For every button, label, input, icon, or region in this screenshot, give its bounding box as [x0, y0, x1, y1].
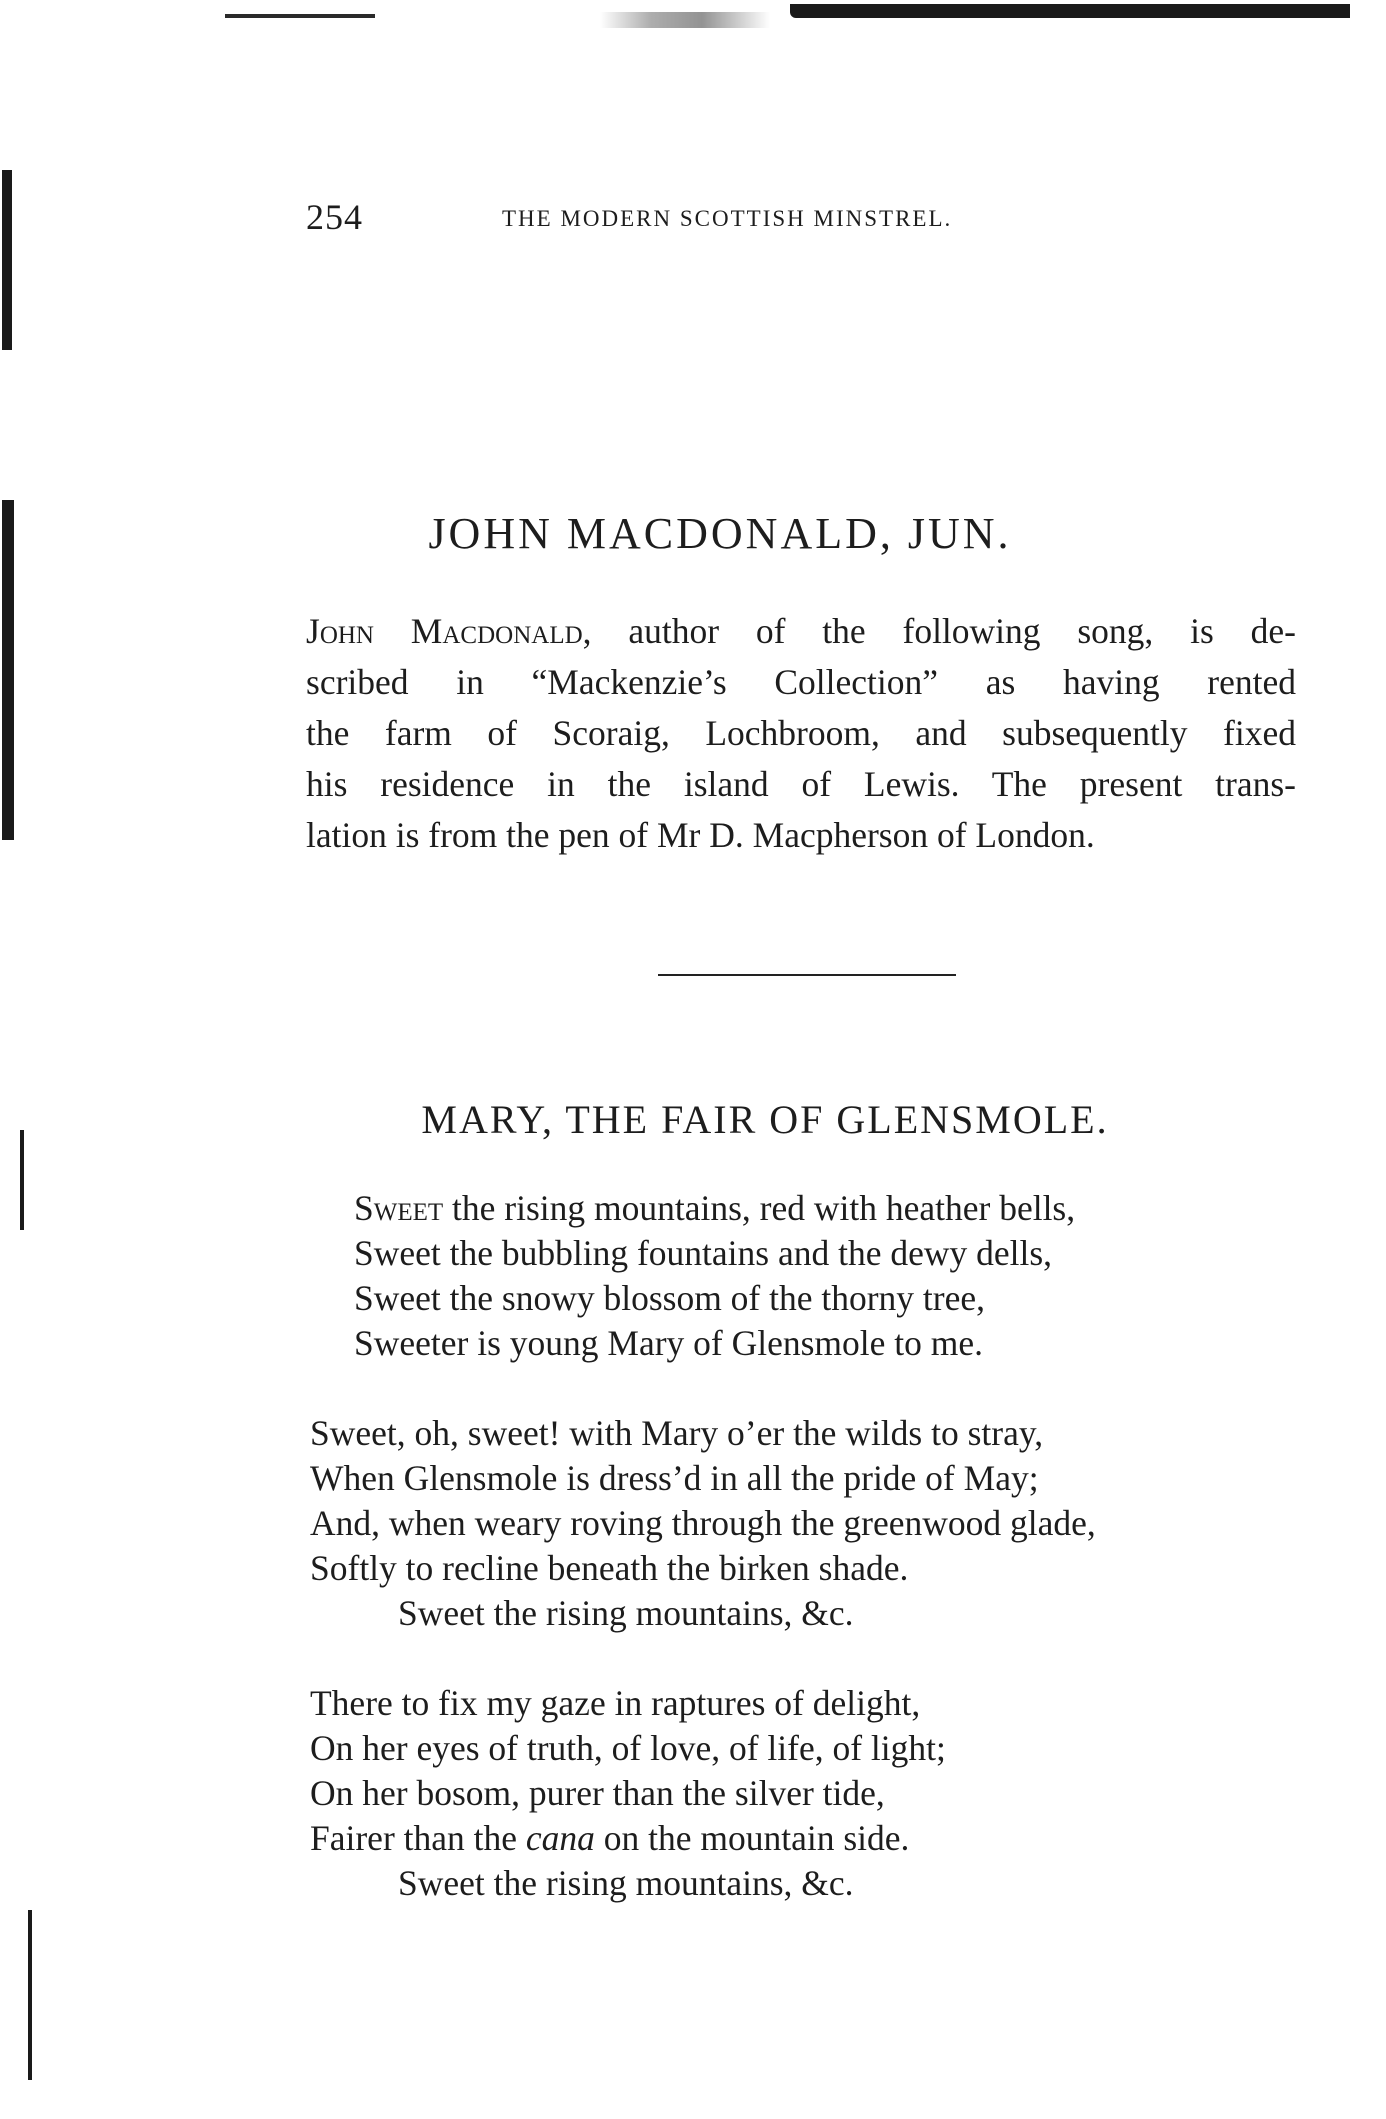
- refrain-line: Sweet the rising mountains, &c.: [398, 1593, 854, 1633]
- verse-line: And, when weary roving through the greenwood glade,: [310, 1503, 1096, 1543]
- song-body: [310, 1186, 1310, 1951]
- song-title: MARY, THE FAIR OF GLENSMOLE.: [421, 1097, 1109, 1142]
- biography-line: scribed in “Mackenzie’s Collection” as having rented: [306, 662, 1296, 702]
- stanza: [310, 1411, 1310, 1636]
- section-divider: [658, 974, 956, 976]
- stanza: [310, 1681, 1310, 1906]
- biography-heading: JOHN MACDONALD, JUN.: [428, 509, 1012, 558]
- drop-word: Sweet: [354, 1188, 444, 1228]
- author-name: John Macdonald,: [306, 611, 592, 651]
- verse-line: There to fix my gaze in raptures of delight,: [310, 1683, 921, 1723]
- verse-line: Sweet, oh, sweet! with Mary o’er the wilds to stray,: [310, 1413, 1044, 1453]
- running-head: [306, 196, 1136, 246]
- biography-line: lation is from the pen of Mr D. Macpherson of London.: [306, 815, 1095, 855]
- biography-line: the farm of Scoraig, Lochbroom, and subsequently fixed: [306, 713, 1296, 753]
- page-number: 254: [306, 197, 363, 237]
- biography-line: John Macdonald, author of the following song, is de-: [306, 611, 1296, 651]
- scan-artifact-top-right: [790, 4, 1350, 18]
- refrain-line: Sweet the rising mountains, &c.: [398, 1863, 854, 1903]
- running-title: THE MODERN SCOTTISH MINSTREL.: [502, 206, 953, 231]
- verse-line: On her bosom, purer than the silver tide,: [310, 1773, 885, 1813]
- verse-line: Fairer than the cana on the mountain side.: [310, 1818, 910, 1858]
- verse-line: Sweeter is young Mary of Glensmole to me.: [354, 1323, 984, 1363]
- verse-line: Sweet the bubbling fountains and the dewy dells,: [354, 1233, 1053, 1273]
- verse-line: When Glensmole is dress’d in all the pride of May;: [310, 1458, 1039, 1498]
- scan-artifact-left-edge: [20, 1130, 24, 1230]
- scan-artifact-left-edge: [2, 500, 14, 840]
- verse-line: On her eyes of truth, of love, of life, of light;: [310, 1728, 946, 1768]
- italic-word: cana: [525, 1818, 595, 1858]
- verse-line: Sweet the rising mountains, red with heather bells,: [354, 1188, 1076, 1228]
- biography-paragraph: [306, 606, 1296, 861]
- scan-artifact-left-edge: [2, 170, 12, 350]
- scan-artifact-top-left: [225, 14, 375, 18]
- verse-line: Softly to recline beneath the birken shade.: [310, 1548, 909, 1588]
- stanza: [310, 1186, 1310, 1366]
- scan-artifact-left-edge: [28, 1910, 32, 2080]
- biography-line: his residence in the island of Lewis. The present trans-: [306, 764, 1296, 804]
- scan-artifact-smudge: [600, 12, 770, 28]
- verse-line: Sweet the snowy blossom of the thorny tree,: [354, 1278, 986, 1318]
